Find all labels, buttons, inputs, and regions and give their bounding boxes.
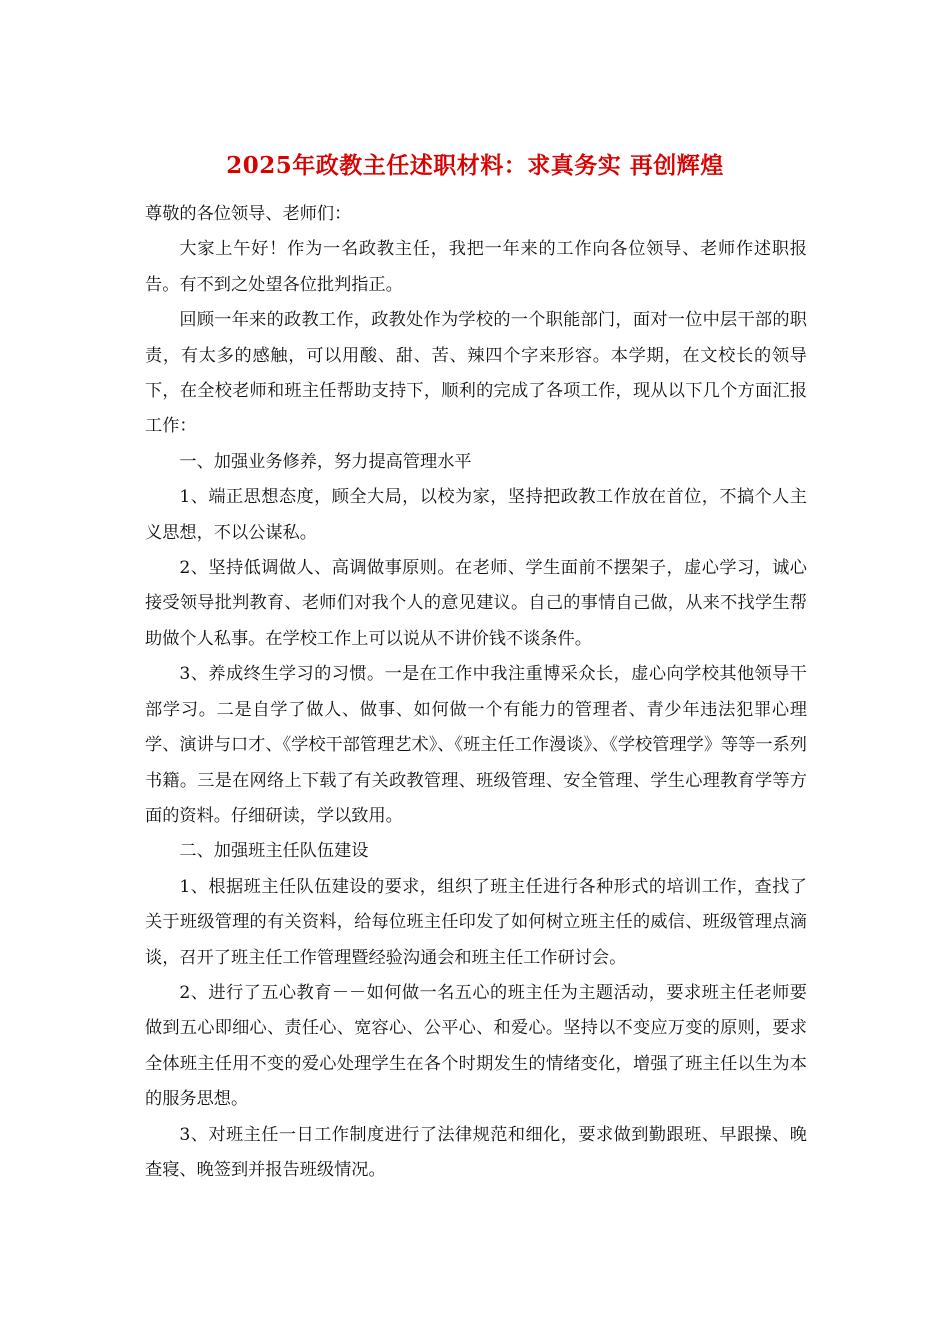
- paragraph-1-2: 2、坚持低调做人、高调做事原则。在老师、学生面前不摆架子，虚心学习，诚心接受领导批判教育、老师们对我个人的意见建议。自己的事情自己做，从来不找学生帮助做个人私事。在学校工作上可以说从不讲价钱不谈条件。: [145, 558, 807, 649]
- paragraph-2-1: 1、根据班主任队伍建设的要求，组织了班主任进行各种形式的培训工作，查找了关于班级管理的有关资料，给每位班主任印发了如何树立班主任的威信、班级管理点滴谈，召开了班主任工作管理暨经验沟通会和班主任工作研讨会。: [145, 876, 807, 968]
- section-heading-2: 二、加强班主任队伍建设: [179, 841, 369, 862]
- paragraph-1-1: 1、端正思想态度，顾全大局，以校为家，坚持把政教工作放在首位，不搞个人主义思想，不以公谋私。: [145, 487, 807, 543]
- section-heading-1: 一、加强业务修养，努力提高管理水平: [179, 451, 472, 472]
- document-body: [145, 197, 807, 1188]
- paragraph-2-2: 2、进行了五心教育－－如何做一名五心的班主任为主题活动，要求班主任老师要做到五心即细心、责任心、宽容心、公平心、和爱心。坚持以不变应万变的原则，要求全体班主任用不变的爱心处理学生在各个时期发生的情绪变化，增强了班主任以生为本的服务思想。: [145, 982, 807, 1110]
- paragraph-review: 回顾一年来的政教工作，政教处作为学校的一个职能部门，面对一位中层干部的职责，有太多的感触，可以用酸、甜、苦、辣四个字来形容。本学期，在文校长的领导下，在全校老师和班主任帮助支持下，顺利的完成了各项工作，现从以下几个方面汇报工作：: [145, 310, 807, 437]
- paragraph-1-3: 3、养成终生学习的习惯。一是在工作中我注重博采众长，虚心向学校其他领导干部学习。二是自学了做人、做事、如何做一个有能力的管理者、青少年违法犯罪心理学、演讲与口才、《学校干部管理艺术》、《班主任工作漫谈》、《学校管理学》等等一系列书籍。三是在网络上下载了有关政教管理、班级管理、安全管理、学生心理教育学等方面的资料。仔细研读，学以致用。: [145, 664, 807, 826]
- document-title: 2025年政教主任述职材料：求真务实 再创辉煌: [226, 152, 724, 179]
- paragraph-greeting: 大家上午好！作为一名政教主任，我把一年来的工作向各位领导、老师作述职报告。有不到之处望各位批判指正。: [145, 239, 807, 295]
- paragraph-2-3: 3、对班主任一日工作制度进行了法律规范和细化，要求做到勤跟班、早跟操、晚查寝、晚签到并报告班级情况。: [145, 1124, 807, 1180]
- salutation: 尊敬的各位领导、老师们：: [145, 204, 352, 224]
